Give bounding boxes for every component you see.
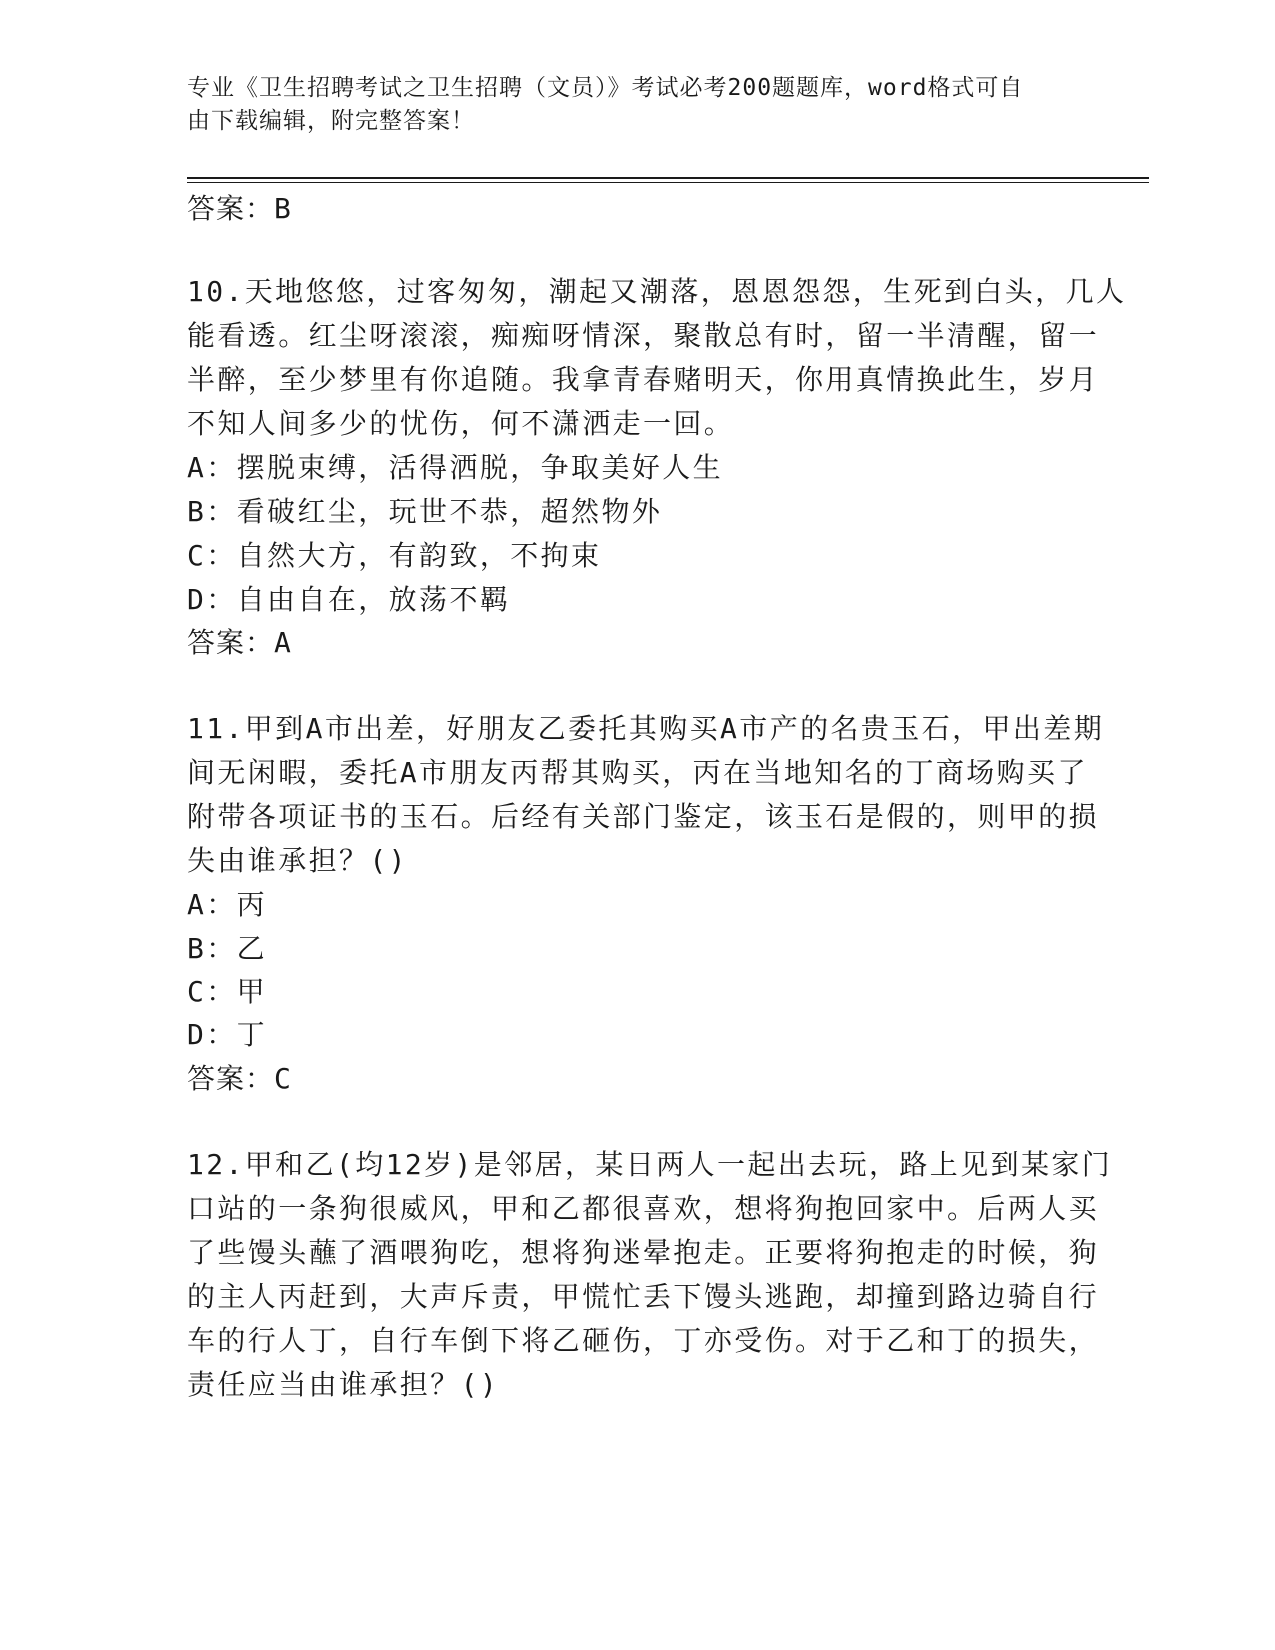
question-12-line-4: 的主人丙赶到，大声斥责，甲慌忙丢下馒头逃跑，却撞到路边骑自行 [187, 1280, 1100, 1313]
question-11-option-a: A：丙 [187, 888, 268, 921]
question-10-option-d: D：自由自在，放荡不羁 [187, 583, 511, 616]
question-12-line-6: 责任应当由谁承担？() [187, 1368, 500, 1401]
question-11-option-b: B：乙 [187, 932, 268, 965]
question-12-line-3: 了些馒头蘸了酒喂狗吃，想将狗迷晕抱走。正要将狗抱走的时候，狗 [187, 1236, 1100, 1269]
question-12-line-5: 车的行人丁，自行车倒下将乙砸伤，丁亦受伤。对于乙和丁的损失， [187, 1324, 1100, 1357]
question-12-line-2: 口站的一条狗很威风，甲和乙都很喜欢，想将狗抱回家中。后两人买 [187, 1192, 1100, 1225]
question-11-option-d: D：丁 [187, 1018, 268, 1051]
question-10-option-c: C：自然大方，有韵致，不拘束 [187, 539, 602, 572]
header-line-1: 专业《卫生招聘考试之卫生招聘（文员）》考试必考200题题库，word格式可自 [187, 75, 1024, 101]
question-11-line-4: 失由谁承担？() [187, 844, 408, 877]
question-10-line-3: 半醉，至少梦里有你追随。我拿青春赌明天，你用真情换此生，岁月 [187, 363, 1100, 396]
header-divider-thick [187, 177, 1149, 179]
question-11-answer: 答案：C [187, 1062, 292, 1095]
document-header [187, 72, 1067, 138]
answer-previous: 答案：B [187, 192, 292, 225]
question-12-line-1: 12.甲和乙(均12岁)是邻居，某日两人一起出去玩，路上见到某家门 [187, 1148, 1113, 1181]
question-11-line-3: 附带各项证书的玉石。后经有关部门鉴定，该玉石是假的，则甲的损 [187, 800, 1100, 833]
question-11-option-c: C：甲 [187, 975, 268, 1008]
question-10-line-4: 不知人间多少的忧伤，何不潇洒走一回。 [187, 407, 735, 440]
question-11-line-2: 间无闲暇，委托A市朋友丙帮其购买，丙在当地知名的丁商场购买了 [187, 756, 1088, 789]
question-10-option-a: A：摆脱束缚，活得洒脱，争取美好人生 [187, 451, 724, 484]
question-10-option-b: B：看破红尘，玩世不恭，超然物外 [187, 495, 663, 528]
question-10-answer: 答案：A [187, 626, 292, 659]
header-divider-thin [187, 182, 1149, 183]
question-10-line-1: 10.天地悠悠，过客匆匆，潮起又潮落，恩恩怨怨，生死到白头，几人 [187, 275, 1127, 308]
question-11-line-1: 11.甲到A市出差，好朋友乙委托其购买A市产的名贵玉石，甲出差期 [187, 712, 1105, 745]
header-line-2: 由下载编辑，附完整答案！ [187, 108, 475, 134]
question-10-line-2: 能看透。红尘呀滚滚，痴痴呀情深，聚散总有时，留一半清醒，留一 [187, 319, 1100, 352]
